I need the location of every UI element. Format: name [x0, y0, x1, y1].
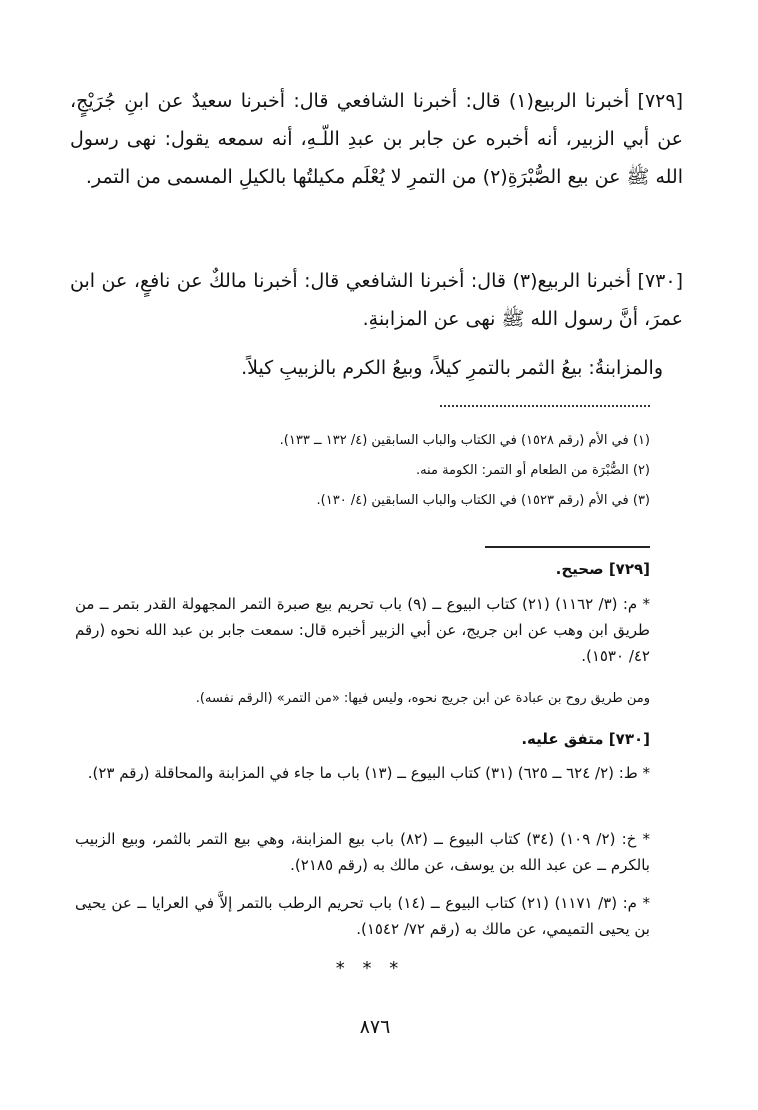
footnote-separator — [440, 395, 650, 407]
hadith-730 — [70, 262, 683, 338]
footnote-2: (٢) الصُّبْرَة من الطعام أو التمر: الكومة منه. — [415, 463, 650, 478]
footnote-3: (٣) في الأم (رقم ١٥٢٣) في الكتاب والباب السابقين (٤/ ١٣٠). — [316, 493, 650, 508]
section-separator: * * * — [335, 958, 405, 979]
takhrij-730-bukhari: * خ: (٢/ ١٠٩) (٣٤) كتاب البيوع ــ (٨٢) باب بيع المزابنة، وهي بيع التمر بالثمر، وبيع الزبيب بالكرم ــ عن عبد الله بن يوسف، عن مالك به (رقم ٢١٨٥). — [75, 830, 650, 874]
footnote-1: (١) في الأم (رقم ١٥٢٨) في الكتاب والباب السابقين (٤/ ١٣٢ ــ ١٣٣). — [279, 433, 650, 448]
takhrij-730-muwatta: * ط: (٢/ ٦٢٤ ــ ٦٢٥) (٣١) كتاب البيوع ــ (١٣) باب ما جاء في المزابنة والمحاقلة (رقم ٢٣). — [87, 764, 650, 782]
muzabana-definition — [120, 349, 663, 387]
takhrij-730-grade: [٧٣٠] متفق عليه. — [521, 730, 650, 748]
takhrij-divider — [485, 546, 650, 548]
takhrij-730-muslim: * م: (٣/ ١١٧١) (٢١) كتاب البيوع ــ (١٤) باب تحريم الرطب بالتمر إلاَّ في العرايا ــ عن يحيى بن يحيى التميمي، عن مالك به (رقم ٧٢/ ١٥٤٢). — [75, 894, 650, 938]
hadith-729-text: [٧٢٩] أخبرنا الربيع(١) قال: أخبرنا الشافعي قال: أخبرنا سعيدٌ عن ابنِ جُرَيْجٍ، عن أبي الزبير، أنه أخبره عن جابر بن عبدِ اللّـهِ، أنه سمعه يقول: نهى رسول الله ﷺ عن بيع الصُّبْرَةِ(٢) من التمرِ لا يُعْلَم مكيلتُها بالكيلِ المسمى من التمر. — [70, 90, 683, 188]
takhrij-729-note: ومن طريق روح بن عبادة عن ابن جريج نحوه، وليس فيها: «من التمر» (الرقم نفسه). — [195, 691, 650, 706]
page-number: ٨٧٦ — [359, 1016, 391, 1038]
hadith-729 — [70, 82, 683, 196]
takhrij-729-grade: [٧٢٩] صحيح. — [555, 560, 650, 578]
takhrij-729-muslim: * م: (٣/ ١١٦٢) (٢١) كتاب البيوع ــ (٩) باب تحريم بيع صبرة التمر المجهولة القدر بتمر ــ من طريق ابن وهب عن ابن جريج، عن أبي الزبير أخبره قال: سمعت جابر بن عبد الله نحوه (رقم ٤٢/ ١٥٣٠). — [75, 595, 650, 665]
muzabana-text: والمزابنةُ: بيعُ الثمر بالتمرِ كيلاً، وبيعُ الكرم بالزبيبِ كيلاً. — [241, 357, 663, 379]
hadith-730-text: [٧٣٠] أخبرنا الربيع(٣) قال: أخبرنا الشافعي قال: أخبرنا مالكٌ عن نافعٍ، عن ابن عمرَ، أنَّ رسول الله ﷺ نهى عن المزابنةِ. — [70, 270, 683, 330]
